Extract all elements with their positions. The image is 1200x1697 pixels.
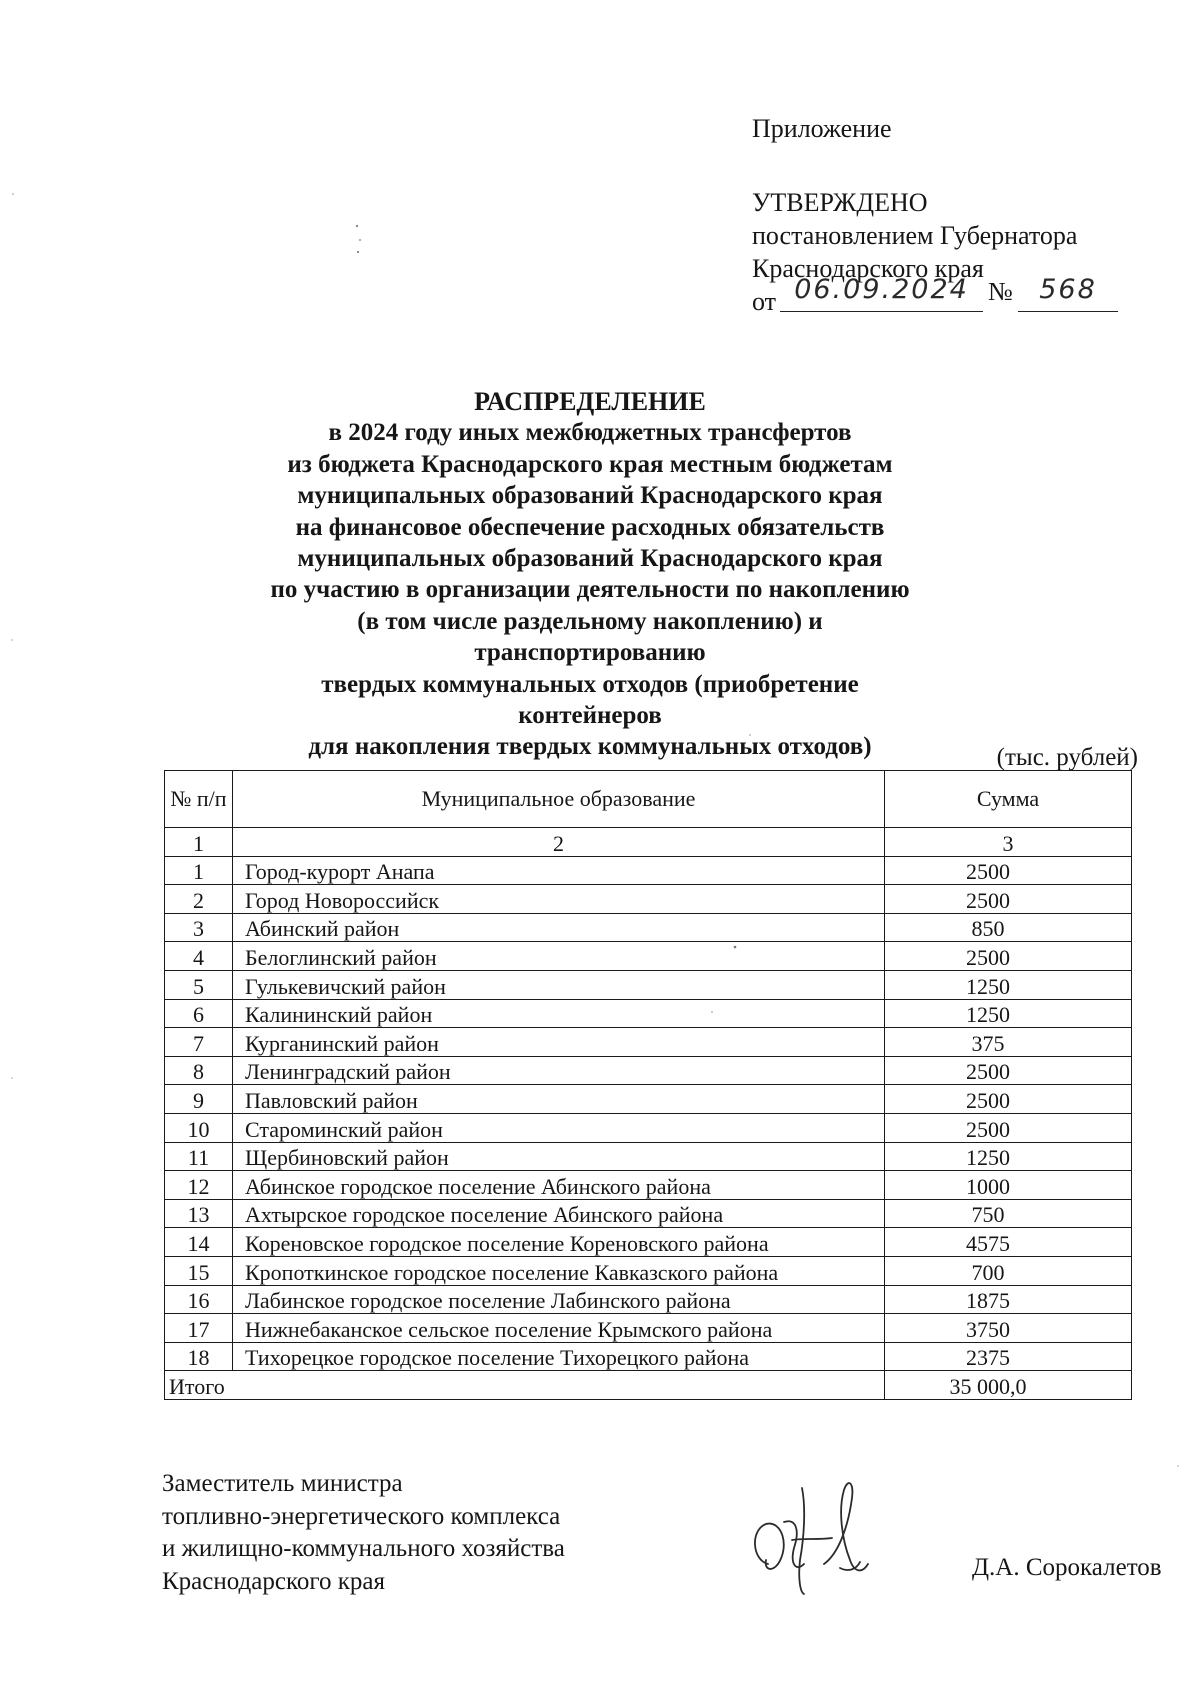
table-row (165, 999, 1132, 1028)
row-number: 13 (165, 1199, 233, 1228)
position-line: и жилищно-коммунального хозяйства (162, 1535, 565, 1562)
row-sum: 2500 (885, 1085, 1132, 1114)
municipality-name: Щербиновский район (233, 1142, 885, 1171)
table-row (165, 1028, 1132, 1057)
number-underline (1018, 311, 1118, 312)
row-number: 16 (165, 1285, 233, 1314)
row-sum: 1875 (885, 1285, 1132, 1314)
row-number: 1 (165, 856, 233, 885)
municipality-name: Город-курорт Анапа (233, 856, 885, 885)
municipality-name: Павловский район (233, 1085, 885, 1114)
table-row (165, 942, 1132, 971)
row-sum: 1250 (885, 1142, 1132, 1171)
appendix-label: Приложение (752, 114, 892, 143)
row-sum: 850 (885, 913, 1132, 942)
unit-label: (тыс. рублей) (996, 744, 1138, 771)
municipality-name: Белоглинский район (233, 942, 885, 971)
municipality-name: Тихорецкое городское поселение Тихорецкого района (233, 1342, 885, 1371)
header-sum: Сумма (885, 771, 1132, 828)
column-number: 2 (233, 828, 885, 857)
table-row (165, 913, 1132, 942)
row-number: 8 (165, 1056, 233, 1085)
municipality-name: Калининский район (233, 999, 885, 1028)
municipality-name: Кореновское городское поселение Кореновского района (233, 1228, 885, 1257)
number-prefix: № (988, 277, 1013, 306)
table-row (165, 1085, 1132, 1114)
date-underline (780, 311, 983, 312)
row-sum: 2375 (885, 1342, 1132, 1371)
municipality-name: Абинский район (233, 913, 885, 942)
table-row (165, 1256, 1132, 1285)
signatory-position (162, 1468, 565, 1598)
table-row (165, 856, 1132, 885)
row-number: 2 (165, 885, 233, 914)
decree-date: 06.09.2024 (794, 274, 969, 305)
municipality-name: Староминский район (233, 1113, 885, 1142)
title-line: для накопления твердых коммунальных отходов) (308, 733, 872, 761)
municipality-name: Ахтырское городское поселение Абинского района (233, 1199, 885, 1228)
row-sum: 375 (885, 1028, 1132, 1057)
municipality-name: Лабинское городское поселение Лабинского района (233, 1285, 885, 1314)
row-sum: 3750 (885, 1314, 1132, 1343)
table-row (165, 1285, 1132, 1314)
row-sum: 1000 (885, 1171, 1132, 1200)
title-line: (в том числе раздельному накоплению) и транспортированию (357, 607, 823, 667)
table-row (165, 1199, 1132, 1228)
municipality-name: Курганинский район (233, 1028, 885, 1057)
municipality-name: Город Новороссийск (233, 885, 885, 914)
position-line: Заместитель министра (162, 1470, 403, 1497)
row-number: 10 (165, 1113, 233, 1142)
approved-region-line: Краснодарского края (752, 254, 984, 283)
row-number: 12 (165, 1171, 233, 1200)
municipality-name: Ленинградский район (233, 1056, 885, 1085)
table-row (165, 1171, 1132, 1200)
municipality-name: Нижнебаканское сельское поселение Крымского района (233, 1314, 885, 1343)
signer-name: Д.А. Сорокалетов (972, 1554, 1162, 1581)
row-number: 15 (165, 1256, 233, 1285)
total-label: Итого (165, 1371, 885, 1400)
header-municipality: Муниципальное образование (233, 771, 885, 828)
title-line: твердых коммунальных отходов (приобретение контейнеров (321, 670, 859, 730)
date-prefix: от (752, 287, 777, 316)
title-line: по участию в организации деятельности по накоплению (270, 576, 910, 604)
table-row (165, 1113, 1132, 1142)
row-sum: 2500 (885, 942, 1132, 971)
document-title (250, 386, 930, 763)
row-number: 4 (165, 942, 233, 971)
column-number: 3 (885, 828, 1132, 857)
table-header-row (165, 771, 1132, 828)
row-number: 7 (165, 1028, 233, 1057)
municipality-name: Гулькевичский район (233, 970, 885, 999)
table-row (165, 1142, 1132, 1171)
row-number: 18 (165, 1342, 233, 1371)
municipality-name: Абинское городское поселение Абинского района (233, 1171, 885, 1200)
row-sum: 2500 (885, 885, 1132, 914)
title-heading: РАСПРЕДЕЛЕНИЕ (474, 387, 706, 416)
approved-label: УТВЕРЖДЕНО (752, 188, 928, 217)
title-line: в 2024 году иных межбюджетных трансфертов (328, 419, 852, 447)
position-line: топливно-энергетического комплекса (162, 1502, 561, 1530)
row-sum: 750 (885, 1199, 1132, 1228)
table-row (165, 1314, 1132, 1343)
decree-number: 568 (1039, 274, 1097, 305)
row-sum: 2500 (885, 1113, 1132, 1142)
row-number: 17 (165, 1314, 233, 1343)
table-row (165, 1342, 1132, 1371)
handwritten-signature (744, 1468, 914, 1598)
row-number: 11 (165, 1142, 233, 1171)
row-number: 3 (165, 913, 233, 942)
row-number: 14 (165, 1228, 233, 1257)
title-line: из бюджета Краснодарского края местным бюджетам (287, 450, 893, 478)
row-number: 6 (165, 999, 233, 1028)
row-sum: 2500 (885, 856, 1132, 885)
position-line: Краснодарского края (162, 1567, 385, 1595)
row-sum: 700 (885, 1256, 1132, 1285)
row-number: 5 (165, 970, 233, 999)
title-line: на финансовое обеспечение расходных обязательств (295, 513, 885, 541)
row-sum: 1250 (885, 970, 1132, 999)
table-row (165, 885, 1132, 914)
distribution-table (164, 770, 1132, 1400)
table-row (165, 1228, 1132, 1257)
table-row (165, 1056, 1132, 1085)
row-sum: 4575 (885, 1228, 1132, 1257)
header-number: № п/п (165, 771, 233, 828)
title-line: муниципальных образований Краснодарского края (297, 482, 883, 510)
row-sum: 2500 (885, 1056, 1132, 1085)
column-number-row (165, 828, 1132, 857)
row-number: 9 (165, 1085, 233, 1114)
table-row (165, 970, 1132, 999)
approved-by-line: постановлением Губернатора (752, 221, 1078, 250)
total-row (165, 1371, 1132, 1400)
row-sum: 1250 (885, 999, 1132, 1028)
total-value: 35 000,0 (885, 1371, 1132, 1400)
municipality-name: Кропоткинское городское поселение Кавказского района (233, 1256, 885, 1285)
title-line: муниципальных образований Краснодарского края (297, 545, 883, 573)
column-number: 1 (165, 828, 233, 857)
